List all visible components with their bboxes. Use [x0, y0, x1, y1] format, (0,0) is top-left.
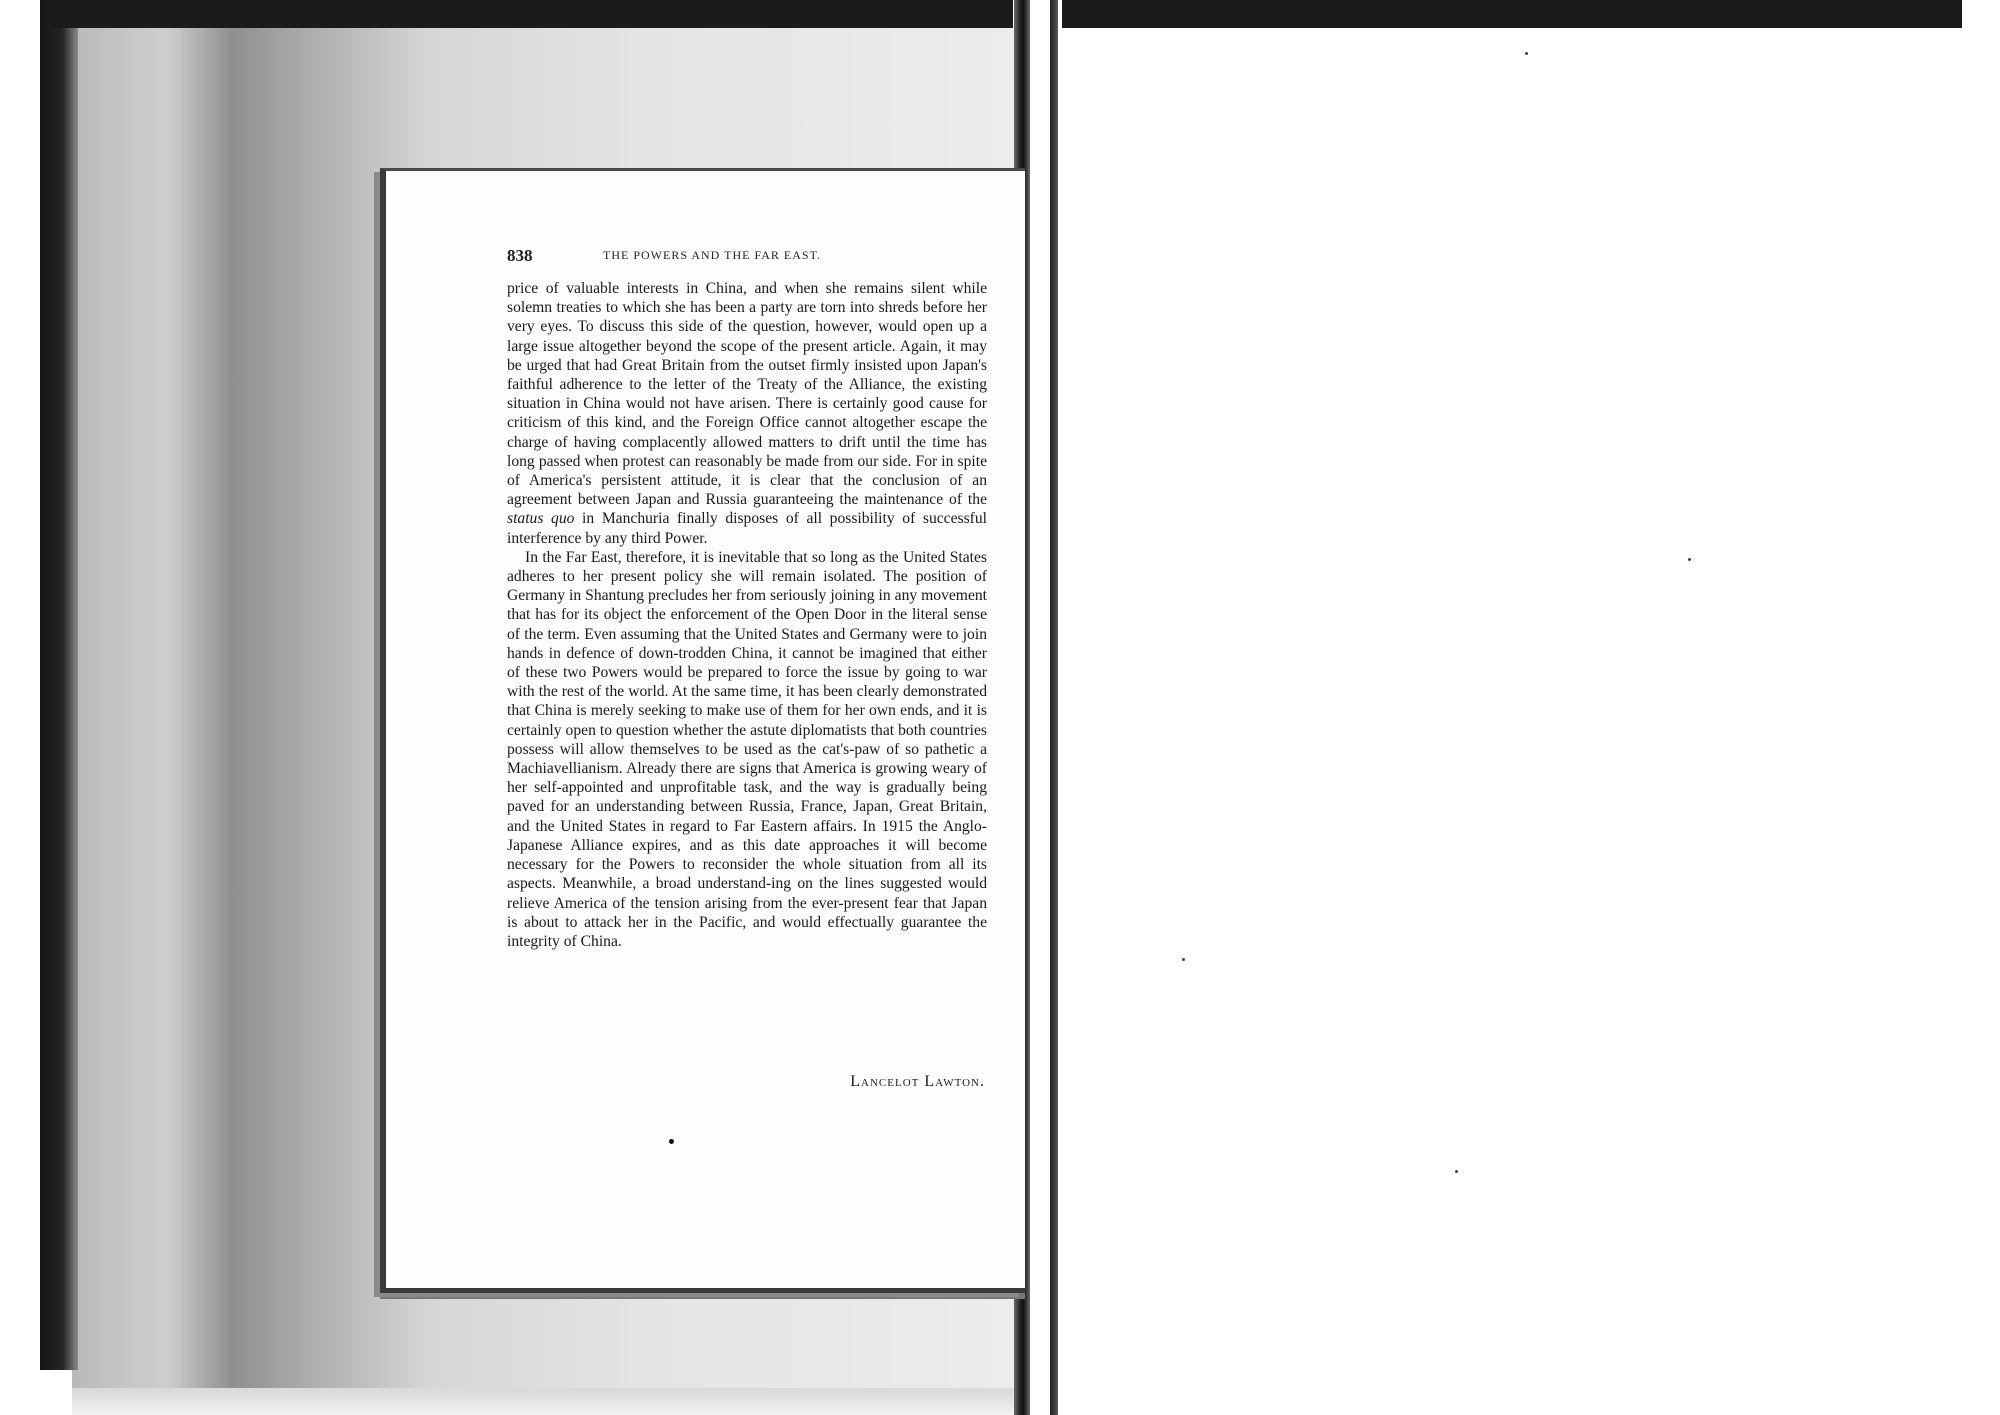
page-number: 838 — [507, 246, 533, 265]
author-signature: Lancelot Lawton. — [850, 1073, 985, 1090]
italic-phrase: status quo — [507, 510, 575, 528]
paragraph-1-text-b: in Manchuria finally disposes of all possibility of successful interference by any third Power. — [507, 510, 987, 547]
book-gutter — [1050, 0, 1058, 1415]
top-dark-strip-right — [1062, 0, 1962, 28]
speck — [1182, 958, 1185, 961]
paragraph-1-text-a: price of valuable interests in China, and when she remains silent while solemn treaties to which she has been a party are torn into shreds before her very eyes. To discuss this side of the question, however, would open up a large issue altogether beyond the scope of the present article. Again, it may be urged that had Great Britain from the outset firmly insisted upon Japan's faithful adherence to the letter of the Treaty of the Alliance, the existing situation in China would not have arisen. There is certainly good cause for criticism of this kind, and the Foreign Office cannot altogether escape the charge of having complacently allowed matters to drift until the time has long passed when protest can reasonably be made from our side. For in spite of America's persistent attitude, it is clear that the conclusion of an agreement between Japan and Russia guaranteeing the maintenance of the — [507, 280, 987, 509]
page-header — [507, 246, 987, 266]
paragraph-1 — [507, 279, 987, 548]
speck — [1455, 1170, 1458, 1173]
bottom-shade — [72, 1388, 1017, 1415]
paragraph-2: In the Far East, therefore, it is inevitable that so long as the United States adheres to her present policy she will remain isolated. The position of Germany in Shantung precludes her from seriously joining in any movement that has for its object the enforcement of the Open Door in the literal sense of the term. Even assuming that the United States and Germany were to join hands in defence of down-trodden China, it cannot be imagined that either of these two Powers would be prepared to force the issue by going to war with the rest of the world. At the same time, it has been clearly demonstrated that China is merely seeking to make use of them for her own ends, and it is certainly open to question whether the astute diplomatists that both countries possess will allow themselves to be used as the cat's-paw of so pathetic a Machiavellianism. Already there are signs that America is growing weary of her self-appointed and unprofitable task, and the way is gradually being paved for an understanding between Russia, France, Japan, Great Britain, and the United States in regard to Far Eastern affairs. In 1915 the Anglo-Japanese Alliance expires, and as this date approaches it will become necessary for the Powers to reconsider the whole situation from all its aspects. Meanwhile, a broad understand-ing on the lines suggested would relieve America of the tension arising from the ever-present fear that Japan is about to attack her in the Pacific, and would effectually guarantee the integrity of China. — [507, 548, 987, 950]
running-head: THE POWERS AND THE FAR EAST. — [603, 248, 822, 262]
ink-dot — [669, 1139, 674, 1144]
right-blank-page — [1058, 28, 2000, 1415]
printed-page — [380, 168, 1025, 1293]
speck — [1688, 558, 1691, 561]
left-dark-edge — [40, 0, 78, 1370]
article-body — [507, 279, 987, 951]
top-dark-strip-left — [48, 0, 1013, 28]
speck — [1525, 52, 1528, 55]
